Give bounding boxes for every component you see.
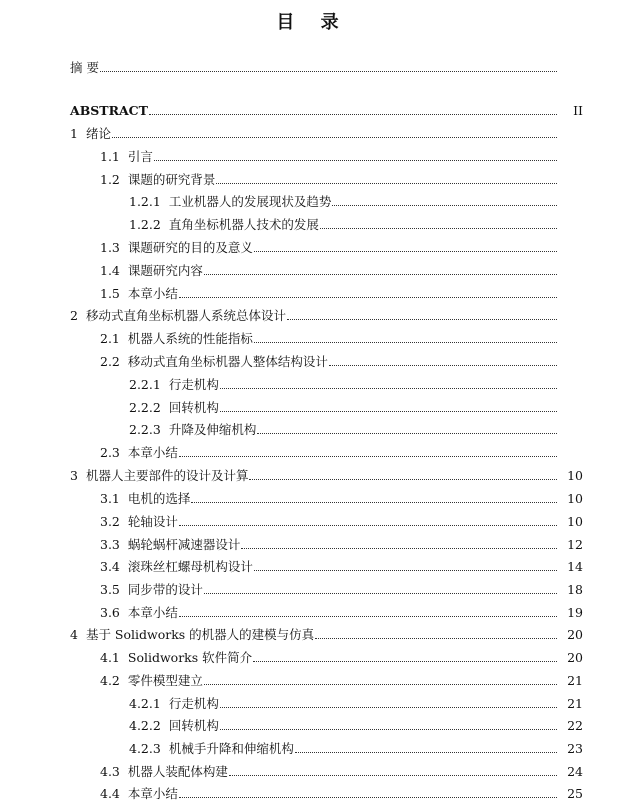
toc-entry-number: 3.2: [100, 514, 120, 529]
dot-leader: [254, 569, 557, 571]
dot-leader: [220, 410, 557, 412]
toc-entry-number: ABSTRACT: [70, 103, 148, 118]
toc-entry-label: [129, 420, 257, 440]
toc-entry-number: 1.1: [100, 149, 120, 164]
toc-entry-label: [100, 261, 204, 281]
dot-leader: [204, 683, 557, 685]
dot-leader: [149, 113, 557, 115]
dot-leader: [287, 318, 557, 320]
toc-entry-label: [129, 375, 220, 395]
toc-entry-page: 12: [567, 537, 583, 552]
toc-entry-text: 移动式直角坐标机器人整体结构设计: [127, 354, 328, 369]
dot-leader: [320, 227, 557, 229]
toc-entry-row: [129, 215, 557, 235]
toc-entry-text: 机械手升降和伸缩机构: [168, 741, 294, 756]
toc-entry[interactable]: [0, 101, 625, 121]
toc-entry-page: II: [573, 103, 583, 118]
toc-entry-row: [70, 124, 557, 144]
dot-leader: [257, 432, 557, 434]
toc-entry[interactable]: [0, 671, 625, 691]
dot-leader: [249, 478, 557, 480]
toc-entry-text: 本章小结: [127, 605, 178, 620]
toc-entry-row: [129, 716, 557, 736]
dot-leader: [179, 455, 557, 457]
toc-entry-page: 21: [567, 696, 583, 711]
toc-entry-text: 直角坐标机器人技术的发展: [168, 217, 319, 232]
toc-entry-row: [100, 170, 557, 190]
toc-entry-label: [100, 784, 179, 804]
toc-entry-number: 2: [70, 308, 78, 323]
dot-leader: [179, 615, 557, 617]
toc-entry-row: [100, 603, 557, 623]
toc-entry-text: 绪论: [85, 126, 111, 141]
toc-entry-row: [129, 420, 557, 440]
toc-entry-label: [100, 557, 254, 577]
toc-entry-text: 行走机构: [168, 377, 219, 392]
toc-entry[interactable]: [0, 329, 625, 349]
toc-entry-label: [100, 535, 241, 555]
toc-entry-page: 22: [567, 718, 583, 733]
toc-entry-number: 4: [70, 627, 78, 642]
toc-entry-row: [70, 101, 557, 121]
toc-entry-text: 机器人装配体构建: [127, 764, 228, 779]
toc-entry-row: [100, 557, 557, 577]
toc-entry-text: 回转机构: [168, 718, 219, 733]
toc-entry-text: 本章小结: [127, 286, 178, 301]
toc-entry-label: [129, 694, 220, 714]
dot-leader: [315, 637, 557, 639]
toc-entry-row: [129, 375, 557, 395]
toc-entry[interactable]: [0, 512, 625, 532]
toc-entry-number: 1.2.1: [129, 194, 161, 209]
toc-entry-number: 3.1: [100, 491, 120, 506]
dot-leader: [112, 136, 557, 138]
toc-entry-number: 1.2: [100, 172, 120, 187]
toc-entry-label: [100, 443, 179, 463]
toc-entry-text: 机器人主要部件的设计及计算: [85, 468, 249, 483]
toc-entry[interactable]: [0, 306, 625, 326]
toc-entry-row: [129, 398, 557, 418]
dot-leader: [241, 547, 557, 549]
toc-entry[interactable]: [0, 420, 625, 440]
dot-leader: [100, 70, 557, 72]
toc-entry-number: 4.2.1: [129, 696, 161, 711]
toc-entry-number: 1.5: [100, 286, 120, 301]
toc-entry-page: 23: [567, 741, 583, 756]
toc-entry-row: [70, 58, 557, 78]
toc-entry-label: [100, 284, 179, 304]
toc-entry-number: 4.1: [100, 650, 120, 665]
toc-entry[interactable]: [0, 625, 625, 645]
toc-entry-page: 14: [567, 559, 583, 574]
toc-entry-label: [100, 147, 154, 167]
toc-entry-text: 课题的研究背景: [127, 172, 216, 187]
toc-entry-row: [100, 671, 557, 691]
toc-entry-number: 2.1: [100, 331, 120, 346]
toc-entry-row: [100, 648, 557, 668]
toc-entry-label: [70, 306, 287, 326]
dot-leader: [191, 501, 557, 503]
dot-leader: [254, 341, 557, 343]
toc-entry-label: [70, 58, 100, 78]
toc-entry[interactable]: [0, 603, 625, 623]
toc-entry-label: [129, 215, 320, 235]
toc-entry[interactable]: [0, 466, 625, 486]
toc-entry[interactable]: [0, 557, 625, 577]
toc-entry-text: 同步带的设计: [127, 582, 203, 597]
toc-entry-text: 轮轴设计: [127, 514, 178, 529]
toc-entry[interactable]: [0, 375, 625, 395]
toc-entry-label: [70, 124, 112, 144]
toc-entry-label: [70, 466, 249, 486]
toc-entry-text: 升降及伸缩机构: [168, 422, 257, 437]
dot-leader: [253, 660, 557, 662]
dot-leader: [204, 273, 557, 275]
toc-entry[interactable]: [0, 261, 625, 281]
toc-entry-number: 3: [70, 468, 78, 483]
toc-entry-number: 4.2.3: [129, 741, 161, 756]
toc-entry-label: [129, 398, 220, 418]
dot-leader: [220, 706, 557, 708]
dot-leader: [295, 751, 557, 753]
toc-entry-text: 课题研究内容: [127, 263, 203, 278]
toc-entry-number: 4.2: [100, 673, 120, 688]
toc-entry-text: 行走机构: [168, 696, 219, 711]
toc-entry[interactable]: [0, 147, 625, 167]
toc-entry-row: [100, 261, 557, 281]
toc-entry-text: 电机的选择: [127, 491, 191, 506]
toc-entry-row: [100, 535, 557, 555]
toc-entry[interactable]: [0, 580, 625, 600]
toc-entry-number: 4.4: [100, 786, 120, 801]
dot-leader: [179, 296, 557, 298]
toc-entry[interactable]: [0, 238, 625, 258]
toc-entry-row: [100, 329, 557, 349]
toc-entry-text: 工业机器人的发展现状及趋势: [168, 194, 332, 209]
toc-entry-number: 2.2: [100, 354, 120, 369]
toc-entry[interactable]: [0, 284, 625, 304]
toc-entry-row: [100, 284, 557, 304]
dot-leader: [220, 387, 557, 389]
toc-entry[interactable]: [0, 489, 625, 509]
toc-entry[interactable]: [0, 716, 625, 736]
toc-entry[interactable]: [0, 192, 625, 212]
toc-entry-number: 1: [70, 126, 78, 141]
toc-entry-label: [100, 603, 179, 623]
toc-entry-number: 3.3: [100, 537, 120, 552]
dot-leader: [220, 728, 557, 730]
toc-entry-label: [100, 352, 329, 372]
toc-entry-label: [129, 716, 220, 736]
toc-entry[interactable]: [0, 784, 625, 804]
dot-leader: [179, 524, 557, 526]
toc-entry-row: [70, 625, 557, 645]
toc-entry-row: [100, 238, 557, 258]
toc-entry-number: 4.2.2: [129, 718, 161, 733]
toc-entry-page: 18: [567, 582, 583, 597]
toc-entry[interactable]: [0, 352, 625, 372]
toc-title: 目 录: [276, 12, 349, 33]
dot-leader: [329, 364, 557, 366]
toc-entry-text: Solidworks 软件简介: [127, 650, 253, 665]
toc-entry-page: 10: [567, 491, 583, 506]
toc-entry-row: [70, 466, 557, 486]
toc-entry-number: 3.4: [100, 559, 120, 574]
toc-entry-number: 2.2.1: [129, 377, 161, 392]
toc-entry-number: 2.2.2: [129, 400, 161, 415]
toc-entry-label: [100, 489, 191, 509]
toc-entry[interactable]: [0, 739, 625, 759]
toc-entry-row: [129, 694, 557, 714]
toc-entry-number: 1.2.2: [129, 217, 161, 232]
toc-entry[interactable]: [0, 170, 625, 190]
toc-entry[interactable]: [0, 443, 625, 463]
toc-entry-number: 3.5: [100, 582, 120, 597]
toc-entry-text: 本章小结: [127, 786, 178, 801]
toc-entry-label: [100, 329, 254, 349]
toc-entry-text: 基于 Solidworks 的机器人的建模与仿真: [85, 627, 315, 642]
toc-entry-label: [70, 101, 149, 121]
toc-entry-label: [100, 671, 204, 691]
toc-entry-page: 25: [567, 786, 583, 801]
toc-entry-row: [100, 784, 557, 804]
toc-entry-row: [100, 762, 557, 782]
toc-entry-number: 1.3: [100, 240, 120, 255]
toc-entry-page: 20: [567, 650, 583, 665]
toc-entry-number: 1.4: [100, 263, 120, 278]
toc-entry[interactable]: [0, 535, 625, 555]
toc-entry-label: [70, 625, 315, 645]
toc-entry-label: [100, 238, 254, 258]
toc-entry-row: [100, 512, 557, 532]
dot-leader: [216, 182, 557, 184]
toc-entry-label: [100, 762, 229, 782]
toc-entry[interactable]: [0, 398, 625, 418]
toc-entry-row: [100, 580, 557, 600]
dot-leader: [254, 250, 557, 252]
toc-entry-text: 机器人系统的性能指标: [127, 331, 253, 346]
toc-entry[interactable]: [0, 648, 625, 668]
dot-leader: [204, 592, 557, 594]
toc-entry[interactable]: [0, 215, 625, 235]
dot-leader: [154, 159, 557, 161]
toc-entry-row: [100, 352, 557, 372]
dot-leader: [179, 796, 557, 798]
toc-entry-number: 4.3: [100, 764, 120, 779]
toc-entry-label: [129, 192, 332, 212]
toc-entry-number: 3.6: [100, 605, 120, 620]
toc-entry[interactable]: [0, 58, 625, 78]
toc-entry-page: 10: [567, 514, 583, 529]
toc-entry[interactable]: [0, 694, 625, 714]
toc-entry-page: 24: [567, 764, 583, 779]
toc-entry-row: [129, 739, 557, 759]
toc-entry-number: 2.2.3: [129, 422, 161, 437]
toc-entry-label: [100, 170, 216, 190]
toc-entry-text: 课题研究的目的及意义: [127, 240, 253, 255]
toc-entry-page: 20: [567, 627, 583, 642]
toc-entry-row: [100, 443, 557, 463]
toc-entry-text: 引言: [127, 149, 153, 164]
toc-entry-row: [129, 192, 557, 212]
toc-entry-label: [100, 512, 179, 532]
toc-entry-label: [100, 580, 204, 600]
dot-leader: [332, 204, 557, 206]
toc-entry-label: [100, 648, 253, 668]
toc-entry-row: [70, 306, 557, 326]
toc-entry-text: 零件模型建立: [127, 673, 203, 688]
toc-entry-row: [100, 489, 557, 509]
toc-entry-text: 本章小结: [127, 445, 178, 460]
toc-entry-label: [129, 739, 295, 759]
toc-entry[interactable]: [0, 762, 625, 782]
toc-entry-row: [100, 147, 557, 167]
toc-entry-text: 回转机构: [168, 400, 219, 415]
toc-entry[interactable]: [0, 124, 625, 144]
toc-entry-text: 滚珠丝杠螺母机构设计: [127, 559, 253, 574]
toc-entry-page: 21: [567, 673, 583, 688]
toc-entry-page: 10: [567, 468, 583, 483]
toc-entry-text: 蜗轮蜗杆减速器设计: [127, 537, 241, 552]
toc-entry-text: 移动式直角坐标机器人系统总体设计: [85, 308, 286, 323]
toc-entry-page: 19: [567, 605, 583, 620]
dot-leader: [229, 774, 557, 776]
toc-entry-number: 2.3: [100, 445, 120, 460]
toc-entry-number: 摘 要: [70, 60, 99, 75]
